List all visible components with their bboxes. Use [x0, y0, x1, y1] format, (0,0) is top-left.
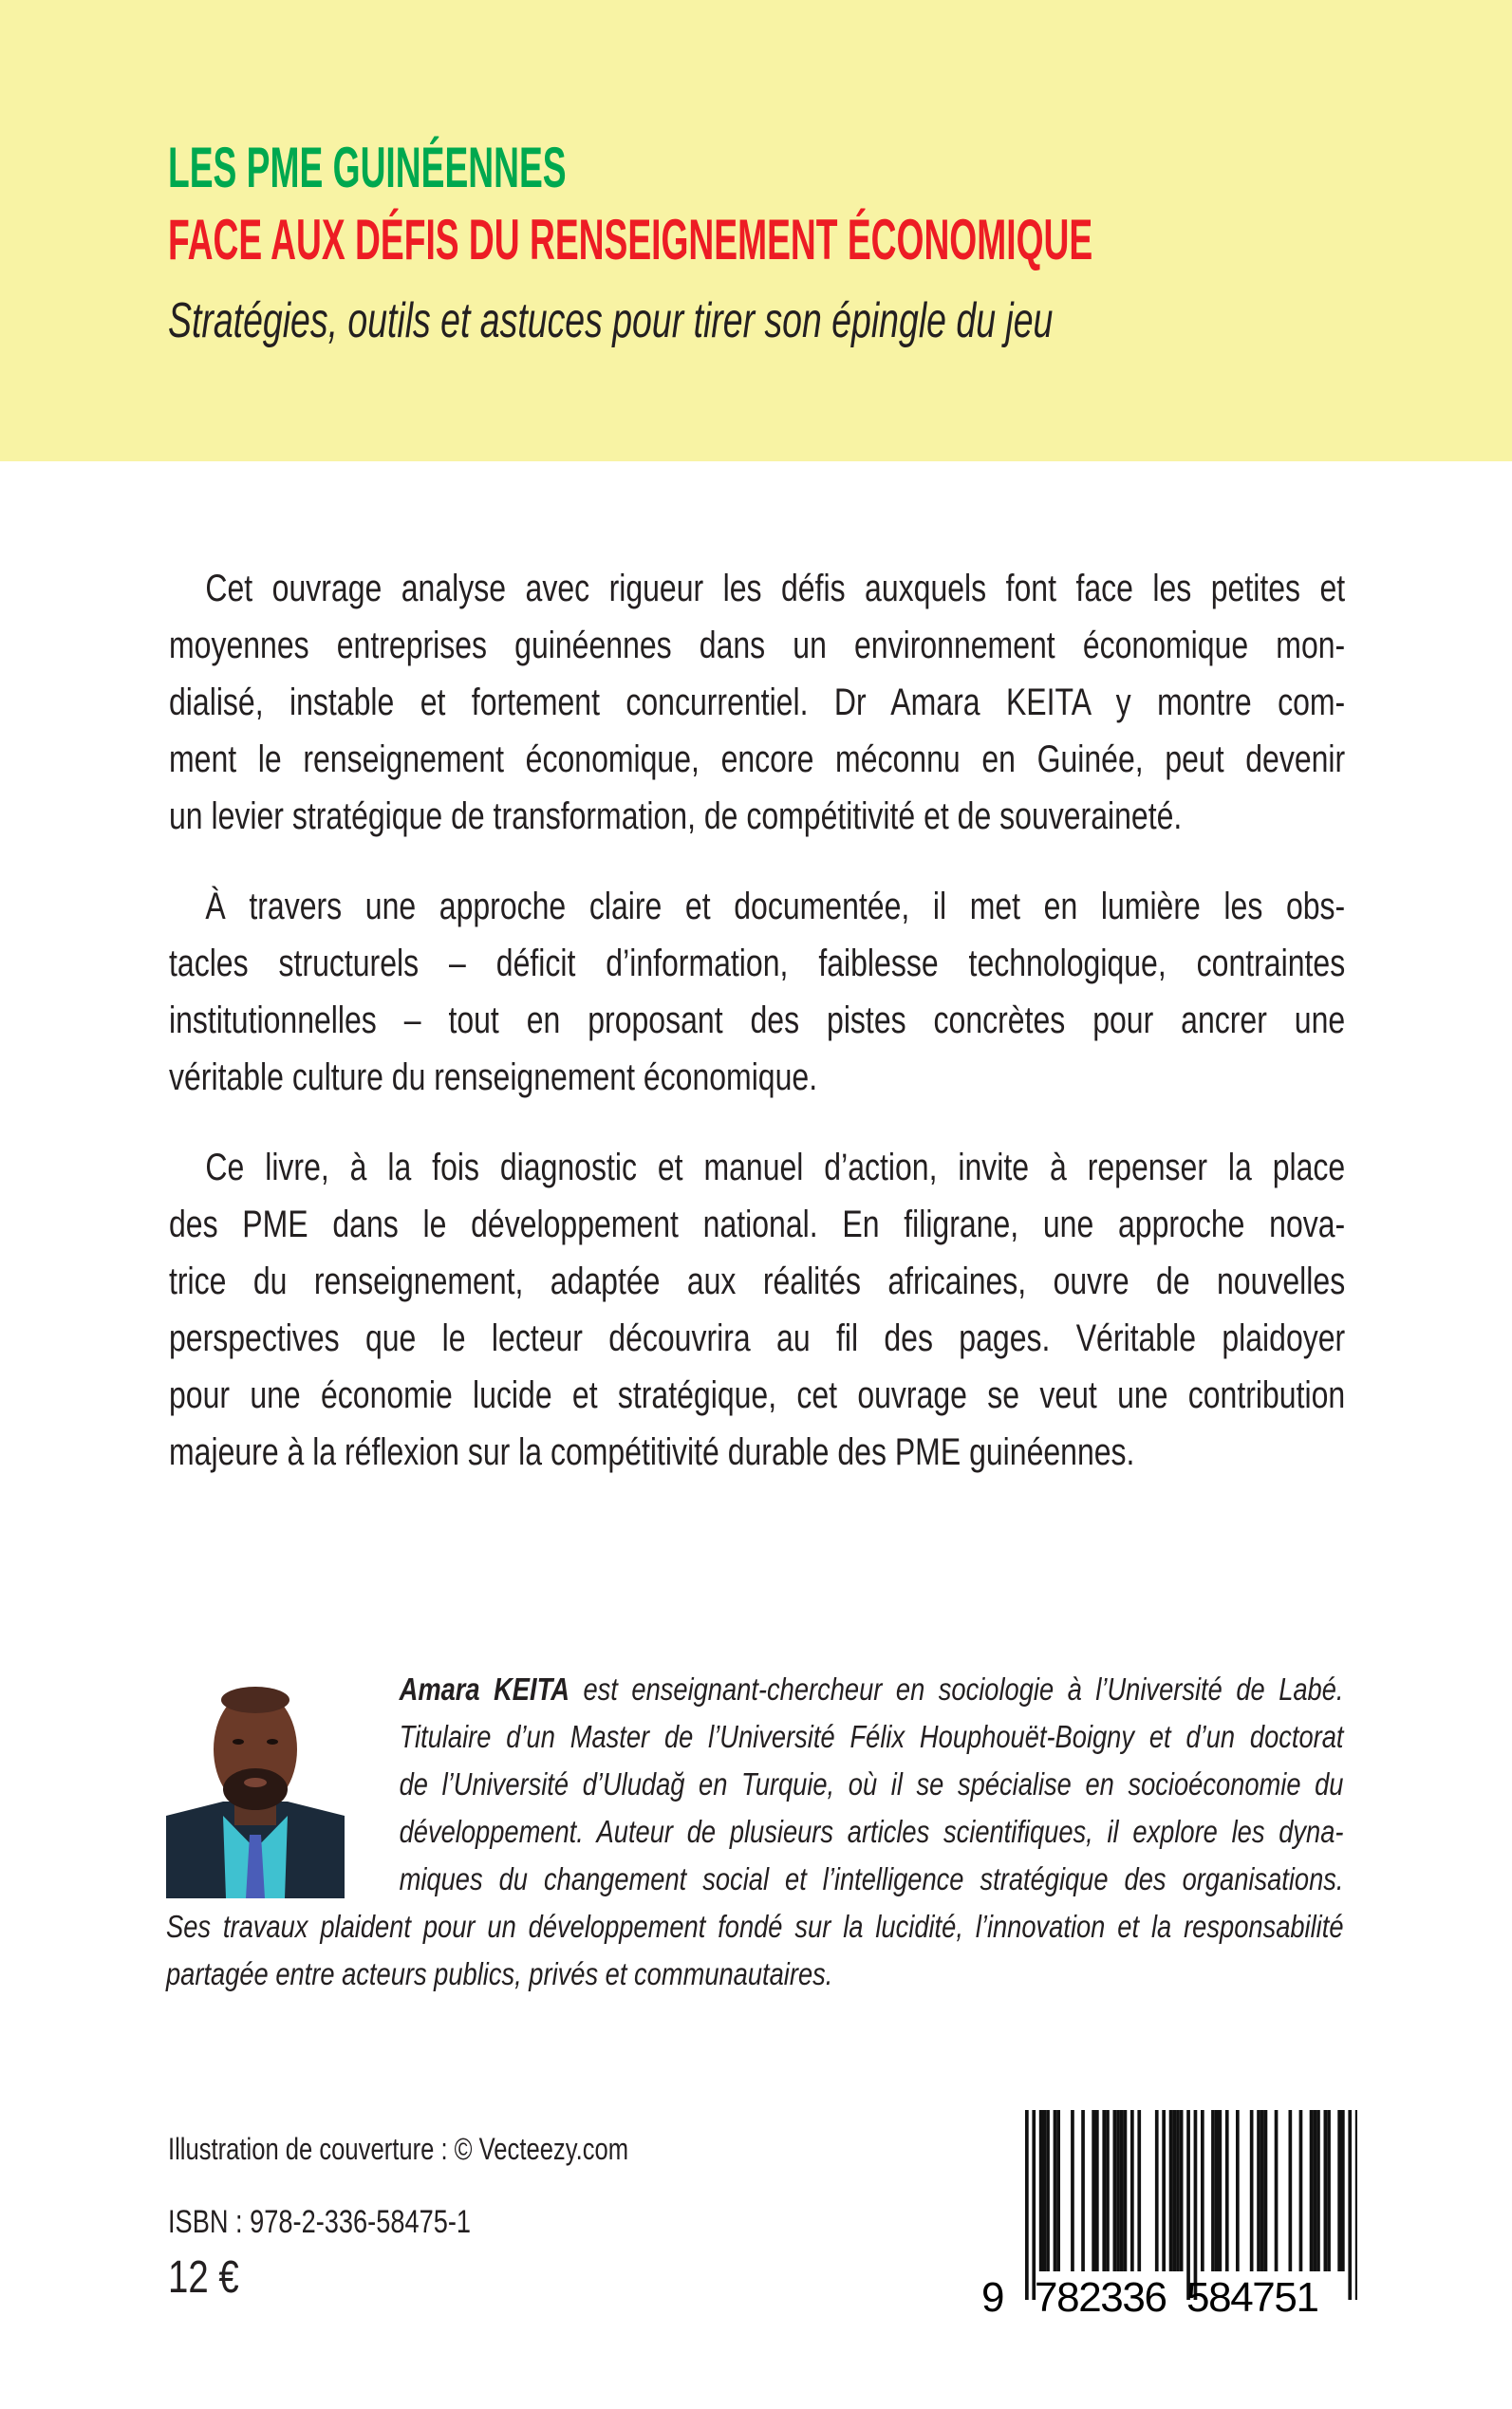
barcode-bar	[1250, 2110, 1254, 2271]
summary-line: un levier stratégique de transformation, de compétitivité et de souveraineté.	[169, 795, 1183, 837]
barcode-bar	[1236, 2110, 1240, 2271]
barcode-bar	[1215, 2110, 1219, 2271]
price: 12 €	[168, 2252, 239, 2303]
barcode-bar	[1289, 2110, 1293, 2271]
barcode-bar	[1355, 2110, 1357, 2300]
summary-paragraph	[169, 560, 1345, 845]
barcode-first-digit: 9	[981, 2274, 1005, 2319]
barcode-bar	[1316, 2110, 1320, 2271]
barcode-bar	[1025, 2110, 1029, 2300]
summary-line: majeure à la réflexion sur la compétitivité durable des PME guinéennes.	[169, 1431, 1135, 1473]
barcode-bar	[1124, 2110, 1128, 2271]
author-name: Amara KEITA	[399, 1671, 569, 1707]
summary-paragraph	[169, 878, 1345, 1106]
barcode	[978, 2110, 1357, 2319]
barcode-bar	[1162, 2110, 1166, 2271]
barcode-bar	[1299, 2110, 1303, 2271]
barcode-bar	[1039, 2110, 1043, 2271]
barcode-bar	[1260, 2110, 1264, 2271]
isbn: ISBN : 978-2-336-58475-1	[168, 2204, 472, 2240]
barcode-bar	[1313, 2110, 1316, 2271]
barcode-bar	[1095, 2110, 1099, 2271]
bio-line: Titulaire d’un Master de l’Université Félix Houphouët-Boigny et d’un doctorat	[399, 1719, 1344, 1754]
barcode-bar	[1211, 2110, 1215, 2271]
summary-paragraph	[169, 1139, 1345, 1481]
summary-text	[169, 560, 1345, 1514]
subtitle: Stratégies, outils et astuces pour tirer son épingle du jeu	[168, 293, 1054, 348]
barcode-bar	[1341, 2110, 1345, 2271]
barcode-bar	[1130, 2110, 1134, 2271]
barcode-bar	[1324, 2110, 1328, 2271]
barcode-bar	[1092, 2110, 1095, 2271]
barcode-bar	[1155, 2110, 1159, 2271]
barcode-bar	[1102, 2110, 1106, 2271]
summary-line: ment le renseignement économique, encore méconnu en Guinée, peut devenir	[169, 738, 1346, 780]
barcode-bar	[1264, 2110, 1268, 2271]
barcode-bar	[1219, 2110, 1223, 2271]
summary-line: véritable culture du renseignement économique.	[169, 1056, 818, 1098]
barcode-right-digits: 584751	[1186, 2274, 1319, 2319]
summary-line: perspectives que le lecteur découvrira au fil des pages. Véritable plaidoyer	[169, 1317, 1346, 1359]
title-line-2: FACE AUX DÉFIS DU RENSEIGNEMENT ÉCONOMIQUE	[168, 208, 1093, 271]
bio-line: Ses travaux plaident pour un développement fondé sur la lucidité, l’innovation et la responsabilité	[166, 1909, 1344, 1944]
barcode-bar	[1071, 2110, 1074, 2271]
title-line-1: LES PME GUINÉENNES	[168, 136, 567, 199]
bio-line: de l’Université d’Uludağ en Turquie, où il se spécialise en socioéconomie du	[399, 1766, 1344, 1802]
barcode-bar	[1120, 2110, 1124, 2271]
barcode-bar	[1043, 2110, 1047, 2271]
summary-line: À travers une approche claire et documentée, il met en lumière les obs-	[205, 886, 1346, 927]
barcode-bar	[1275, 2110, 1279, 2271]
cover-illustration-credit: Illustration de couverture : © Vecteezy.com	[168, 2132, 629, 2166]
barcode-bar	[1169, 2110, 1173, 2271]
barcode-left-digits: 782336	[1035, 2274, 1167, 2319]
summary-line: institutionnelles – tout en proposant des pistes concrètes pour ancrer une	[169, 999, 1346, 1041]
bio-line: miques du changement social et l’intelligence stratégique des organisations.	[399, 1861, 1344, 1896]
barcode-bar	[1225, 2110, 1229, 2271]
barcode-bar	[1337, 2110, 1341, 2271]
barcode-bar	[1194, 2110, 1198, 2300]
barcode-bar	[1106, 2110, 1110, 2271]
summary-line: tacles structurels – déficit d’information, faiblesse technologique, contraintes	[169, 943, 1346, 984]
summary-line: Cet ouvrage analyse avec rigueur les défis auxquels font face les petites et	[205, 568, 1346, 609]
summary-line: dialisé, instable et fortement concurrentiel. Dr Amara KEITA y montre com-	[169, 682, 1346, 723]
bio-line: développement. Auteur de plusieurs articles scientifiques, il explore les dyna-	[399, 1814, 1344, 1849]
summary-line: trice du renseignement, adaptée aux réalités africaines, ouvre de nouvelles	[169, 1261, 1346, 1302]
barcode-bar	[1348, 2110, 1352, 2300]
barcode-bar	[1310, 2110, 1314, 2271]
barcode-bar	[1327, 2110, 1331, 2271]
author-bio	[166, 1666, 1344, 1998]
barcode-bar	[1201, 2110, 1204, 2271]
barcode-bar	[1032, 2110, 1036, 2300]
barcode-bar	[1113, 2110, 1117, 2271]
barcode-bar	[1056, 2110, 1060, 2271]
barcode-bar	[1172, 2110, 1176, 2271]
barcode-bar	[1137, 2110, 1141, 2271]
barcode-bar	[1054, 2110, 1057, 2271]
barcode-bar	[1176, 2110, 1180, 2271]
bio-text: est enseignant-chercheur en sociologie à l’Université de Labé.	[569, 1671, 1344, 1707]
barcode-bar	[1257, 2110, 1260, 2271]
summary-line: pour une économie lucide et stratégique, cet ouvrage se veut une contribution	[169, 1374, 1346, 1416]
barcode-bar	[1116, 2110, 1120, 2271]
barcode-bar	[1046, 2110, 1050, 2271]
barcode-bar	[1186, 2110, 1190, 2300]
barcode-bar	[1180, 2110, 1184, 2271]
bio-line: partagée entre acteurs publics, privés et communautaires.	[166, 1956, 833, 1991]
summary-line: Ce livre, à la fois diagnostic et manuel d’action, invite à repenser la place	[205, 1147, 1346, 1188]
summary-line: des PME dans le développement national. En filigrane, une approche nova-	[169, 1204, 1346, 1245]
barcode-bar	[1081, 2110, 1085, 2271]
bio-line	[400, 1666, 1344, 1713]
summary-line: moyennes entreprises guinéennes dans un environnement économique mon-	[169, 625, 1346, 666]
